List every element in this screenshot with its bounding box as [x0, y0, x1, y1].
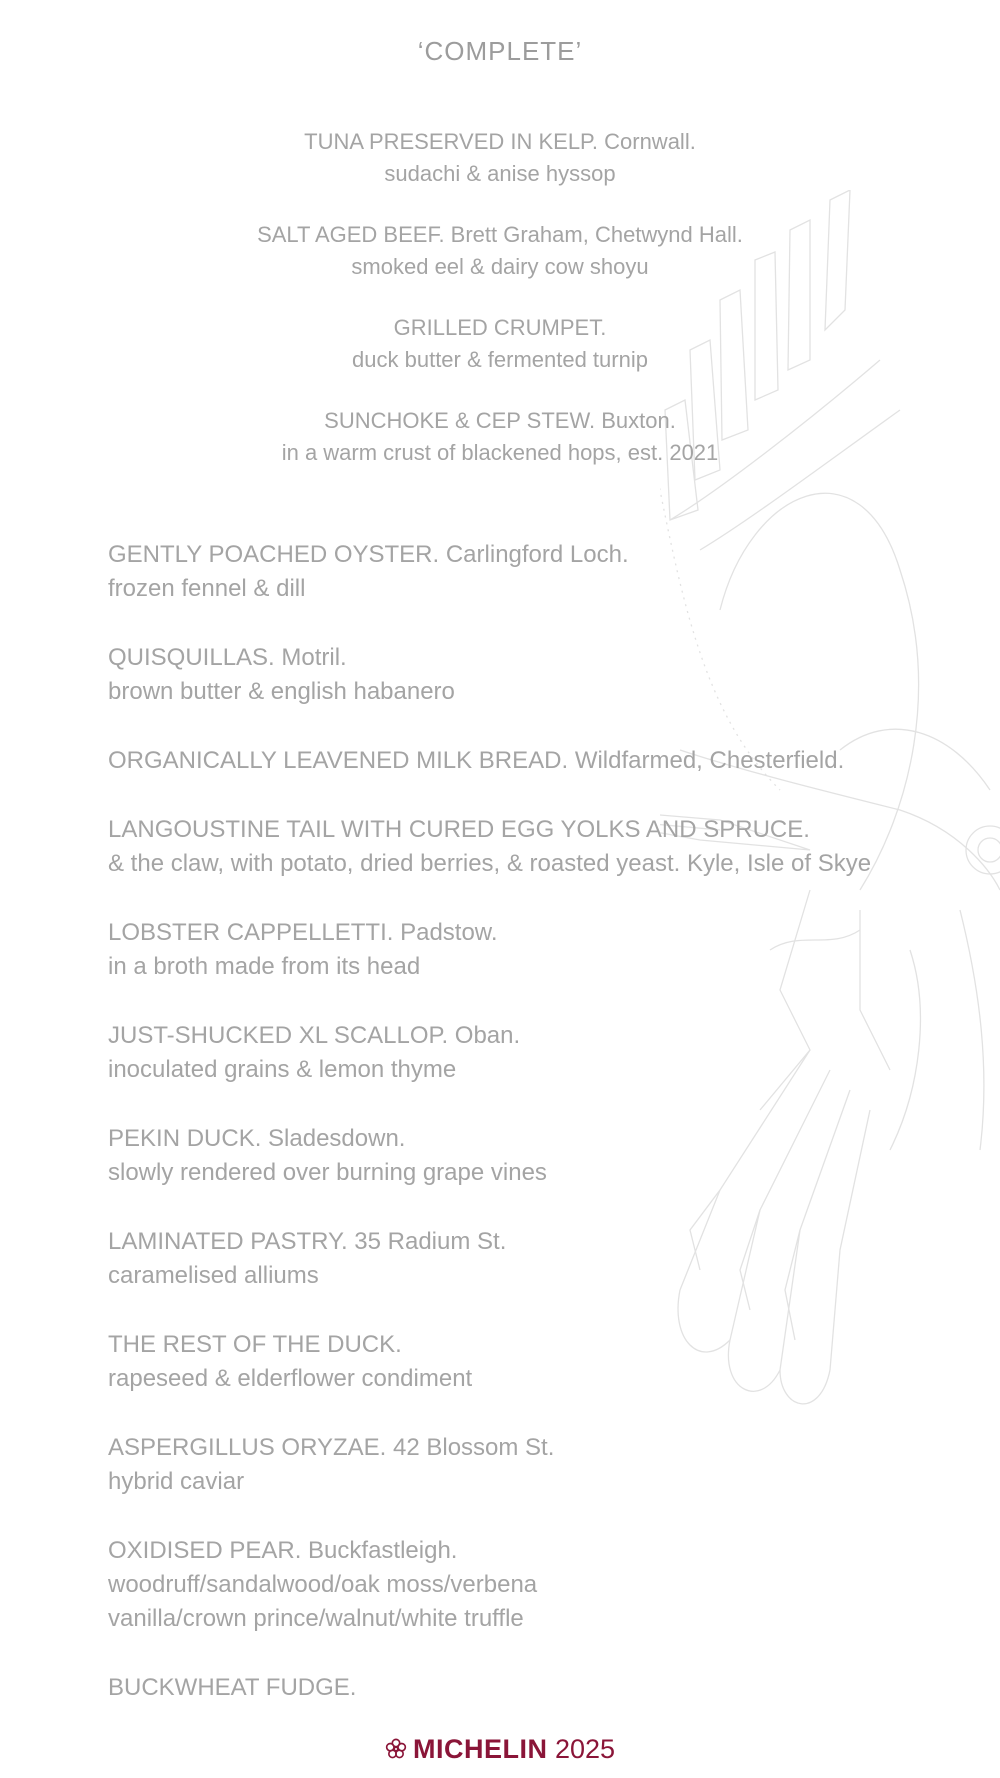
course-description: brown butter & english habanero: [108, 678, 455, 705]
course-description: rapeseed & elderflower condiment: [108, 1365, 473, 1392]
courses-section: [108, 538, 988, 1740]
menu-title: ‘COMPLETE’: [417, 36, 583, 66]
snack-description: duck butter & fermented turnip: [352, 347, 648, 372]
course-item: [108, 1122, 988, 1190]
snack-description: in a warm crust of blackened hops, est. 2021: [281, 440, 719, 465]
snack-item: [0, 219, 1000, 283]
course-name: GENTLY POACHED OYSTER. Carlingford Loch.: [108, 541, 629, 568]
course-item: [108, 1225, 988, 1293]
course-description: caramelised alliums: [108, 1262, 319, 1289]
course-name: PEKIN DUCK. Sladesdown.: [108, 1125, 406, 1152]
course-item: [108, 1019, 988, 1087]
course-name: LANGOUSTINE TAIL WITH CURED EGG YOLKS AND SPRUCE.: [108, 816, 810, 843]
course-name: LOBSTER CAPPELLETTI. Padstow.: [108, 919, 498, 946]
michelin-year: 2025: [554, 1734, 616, 1764]
course-item: [108, 1431, 988, 1499]
course-description: vanilla/crown prince/walnut/white truffle: [108, 1605, 524, 1632]
course-item: [108, 1671, 988, 1705]
course-description: frozen fennel & dill: [108, 575, 306, 602]
course-description: in a broth made from its head: [108, 953, 421, 980]
course-name: ORGANICALLY LEAVENED MILK BREAD. Wildfarmed, Chesterfield.: [108, 747, 845, 774]
course-item: [108, 1534, 988, 1636]
course-name: LAMINATED PASTRY. 35 Radium St.: [108, 1228, 507, 1255]
course-name: BUCKWHEAT FUDGE.: [108, 1674, 357, 1701]
snack-item: [0, 312, 1000, 376]
course-item: [108, 641, 988, 709]
course-name: JUST-SHUCKED XL SCALLOP. Oban.: [108, 1022, 521, 1049]
snack-item: [0, 405, 1000, 469]
course-item: [108, 813, 988, 881]
course-description: & the claw, with potato, dried berries, & roasted yeast. Kyle, Isle of Skye: [108, 850, 872, 877]
course-item: [108, 1328, 988, 1396]
course-item: [108, 744, 988, 778]
course-description: slowly rendered over burning grape vines: [108, 1159, 547, 1186]
snacks-section: [0, 126, 1000, 498]
course-description: inoculated grains & lemon thyme: [108, 1056, 457, 1083]
michelin-brand: MICHELIN: [412, 1734, 548, 1764]
michelin-flower-icon: [385, 1738, 407, 1760]
snack-description: sudachi & anise hyssop: [384, 161, 616, 186]
snack-name: TUNA PRESERVED IN KELP. Cornwall.: [304, 129, 696, 154]
course-name: THE REST OF THE DUCK.: [108, 1331, 402, 1358]
snack-name: GRILLED CRUMPET.: [393, 315, 607, 340]
course-description: hybrid caviar: [108, 1468, 245, 1495]
course-name: QUISQUILLAS. Motril.: [108, 644, 347, 671]
michelin-footer: [0, 1732, 1000, 1766]
snack-item: [0, 126, 1000, 190]
snack-name: SALT AGED BEEF. Brett Graham, Chetwynd Hall.: [257, 222, 743, 247]
snack-description: smoked eel & dairy cow shoyu: [351, 254, 649, 279]
course-name: OXIDISED PEAR. Buckfastleigh.: [108, 1537, 458, 1564]
course-item: [108, 538, 988, 606]
course-name: ASPERGILLUS ORYZAE. 42 Blossom St.: [108, 1434, 555, 1461]
course-description: woodruff/sandalwood/oak moss/verbena: [108, 1571, 538, 1598]
snack-name: SUNCHOKE & CEP STEW. Buxton.: [324, 408, 676, 433]
course-item: [108, 916, 988, 984]
